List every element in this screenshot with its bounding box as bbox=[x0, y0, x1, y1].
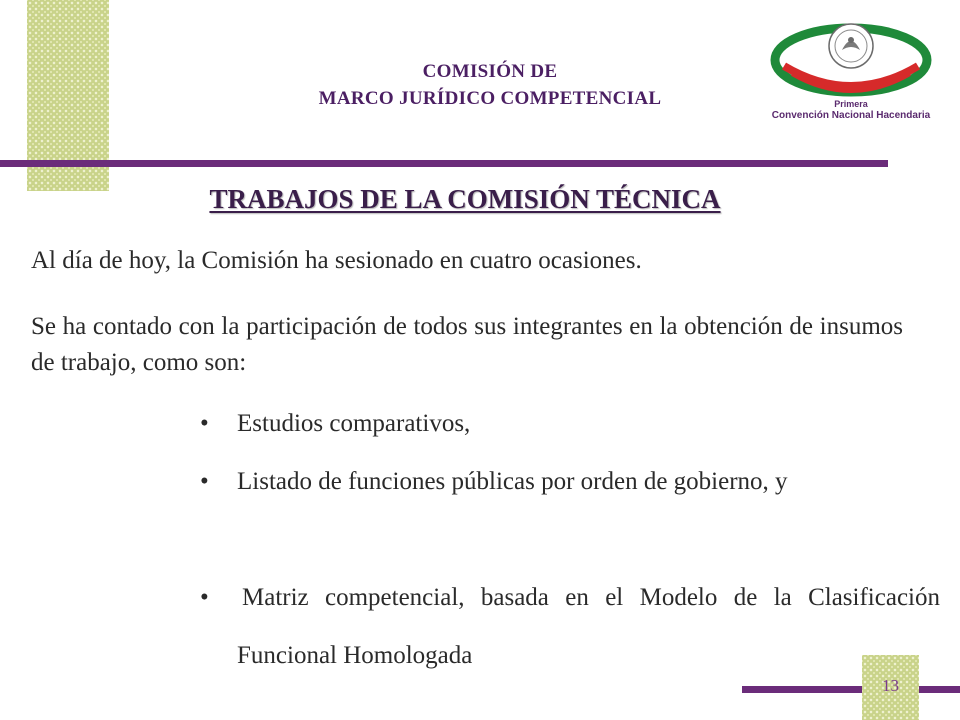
section-title: TRABAJOS DE LA COMISIÓN TÉCNICA bbox=[209, 184, 721, 214]
paragraph-sessions: Al día de hoy, la Comisión ha sesionado en cuatro ocasiones. bbox=[31, 247, 642, 274]
list-item bbox=[200, 395, 940, 453]
paragraph-participation: Se ha contado con la participación de todos sus integrantes en la obtención de insumos de trabajo, como son: bbox=[31, 313, 903, 376]
list-item bbox=[200, 569, 940, 685]
logo-caption-line-1: Primera bbox=[834, 99, 868, 109]
list-item bbox=[200, 453, 940, 511]
bullet-icon: • bbox=[200, 468, 209, 495]
list-item-text: Listado de funciones públicas por orden de gobierno, y bbox=[237, 468, 788, 495]
logo-caption-line-2: Convención Nacional Hacendaria bbox=[771, 110, 931, 121]
header-line-2: MARCO JURÍDICO COMPETENCIAL bbox=[318, 88, 662, 109]
bullet-icon: • bbox=[200, 410, 209, 437]
bullet-icon: • bbox=[200, 584, 209, 611]
header-divider-bar bbox=[0, 160, 888, 167]
convention-logo bbox=[770, 20, 932, 125]
convention-emblem-icon bbox=[770, 20, 932, 100]
list-item-text: Estudios comparativos, bbox=[237, 410, 471, 437]
page-number: 13 bbox=[882, 676, 899, 695]
list-item-text: Matriz competencial, basada en el Modelo de la Clasificación Funcional Homologada bbox=[237, 584, 940, 669]
committee-header bbox=[240, 58, 740, 112]
footer-divider-bar bbox=[742, 686, 960, 693]
header-line-1: COMISIÓN DE bbox=[422, 61, 558, 82]
